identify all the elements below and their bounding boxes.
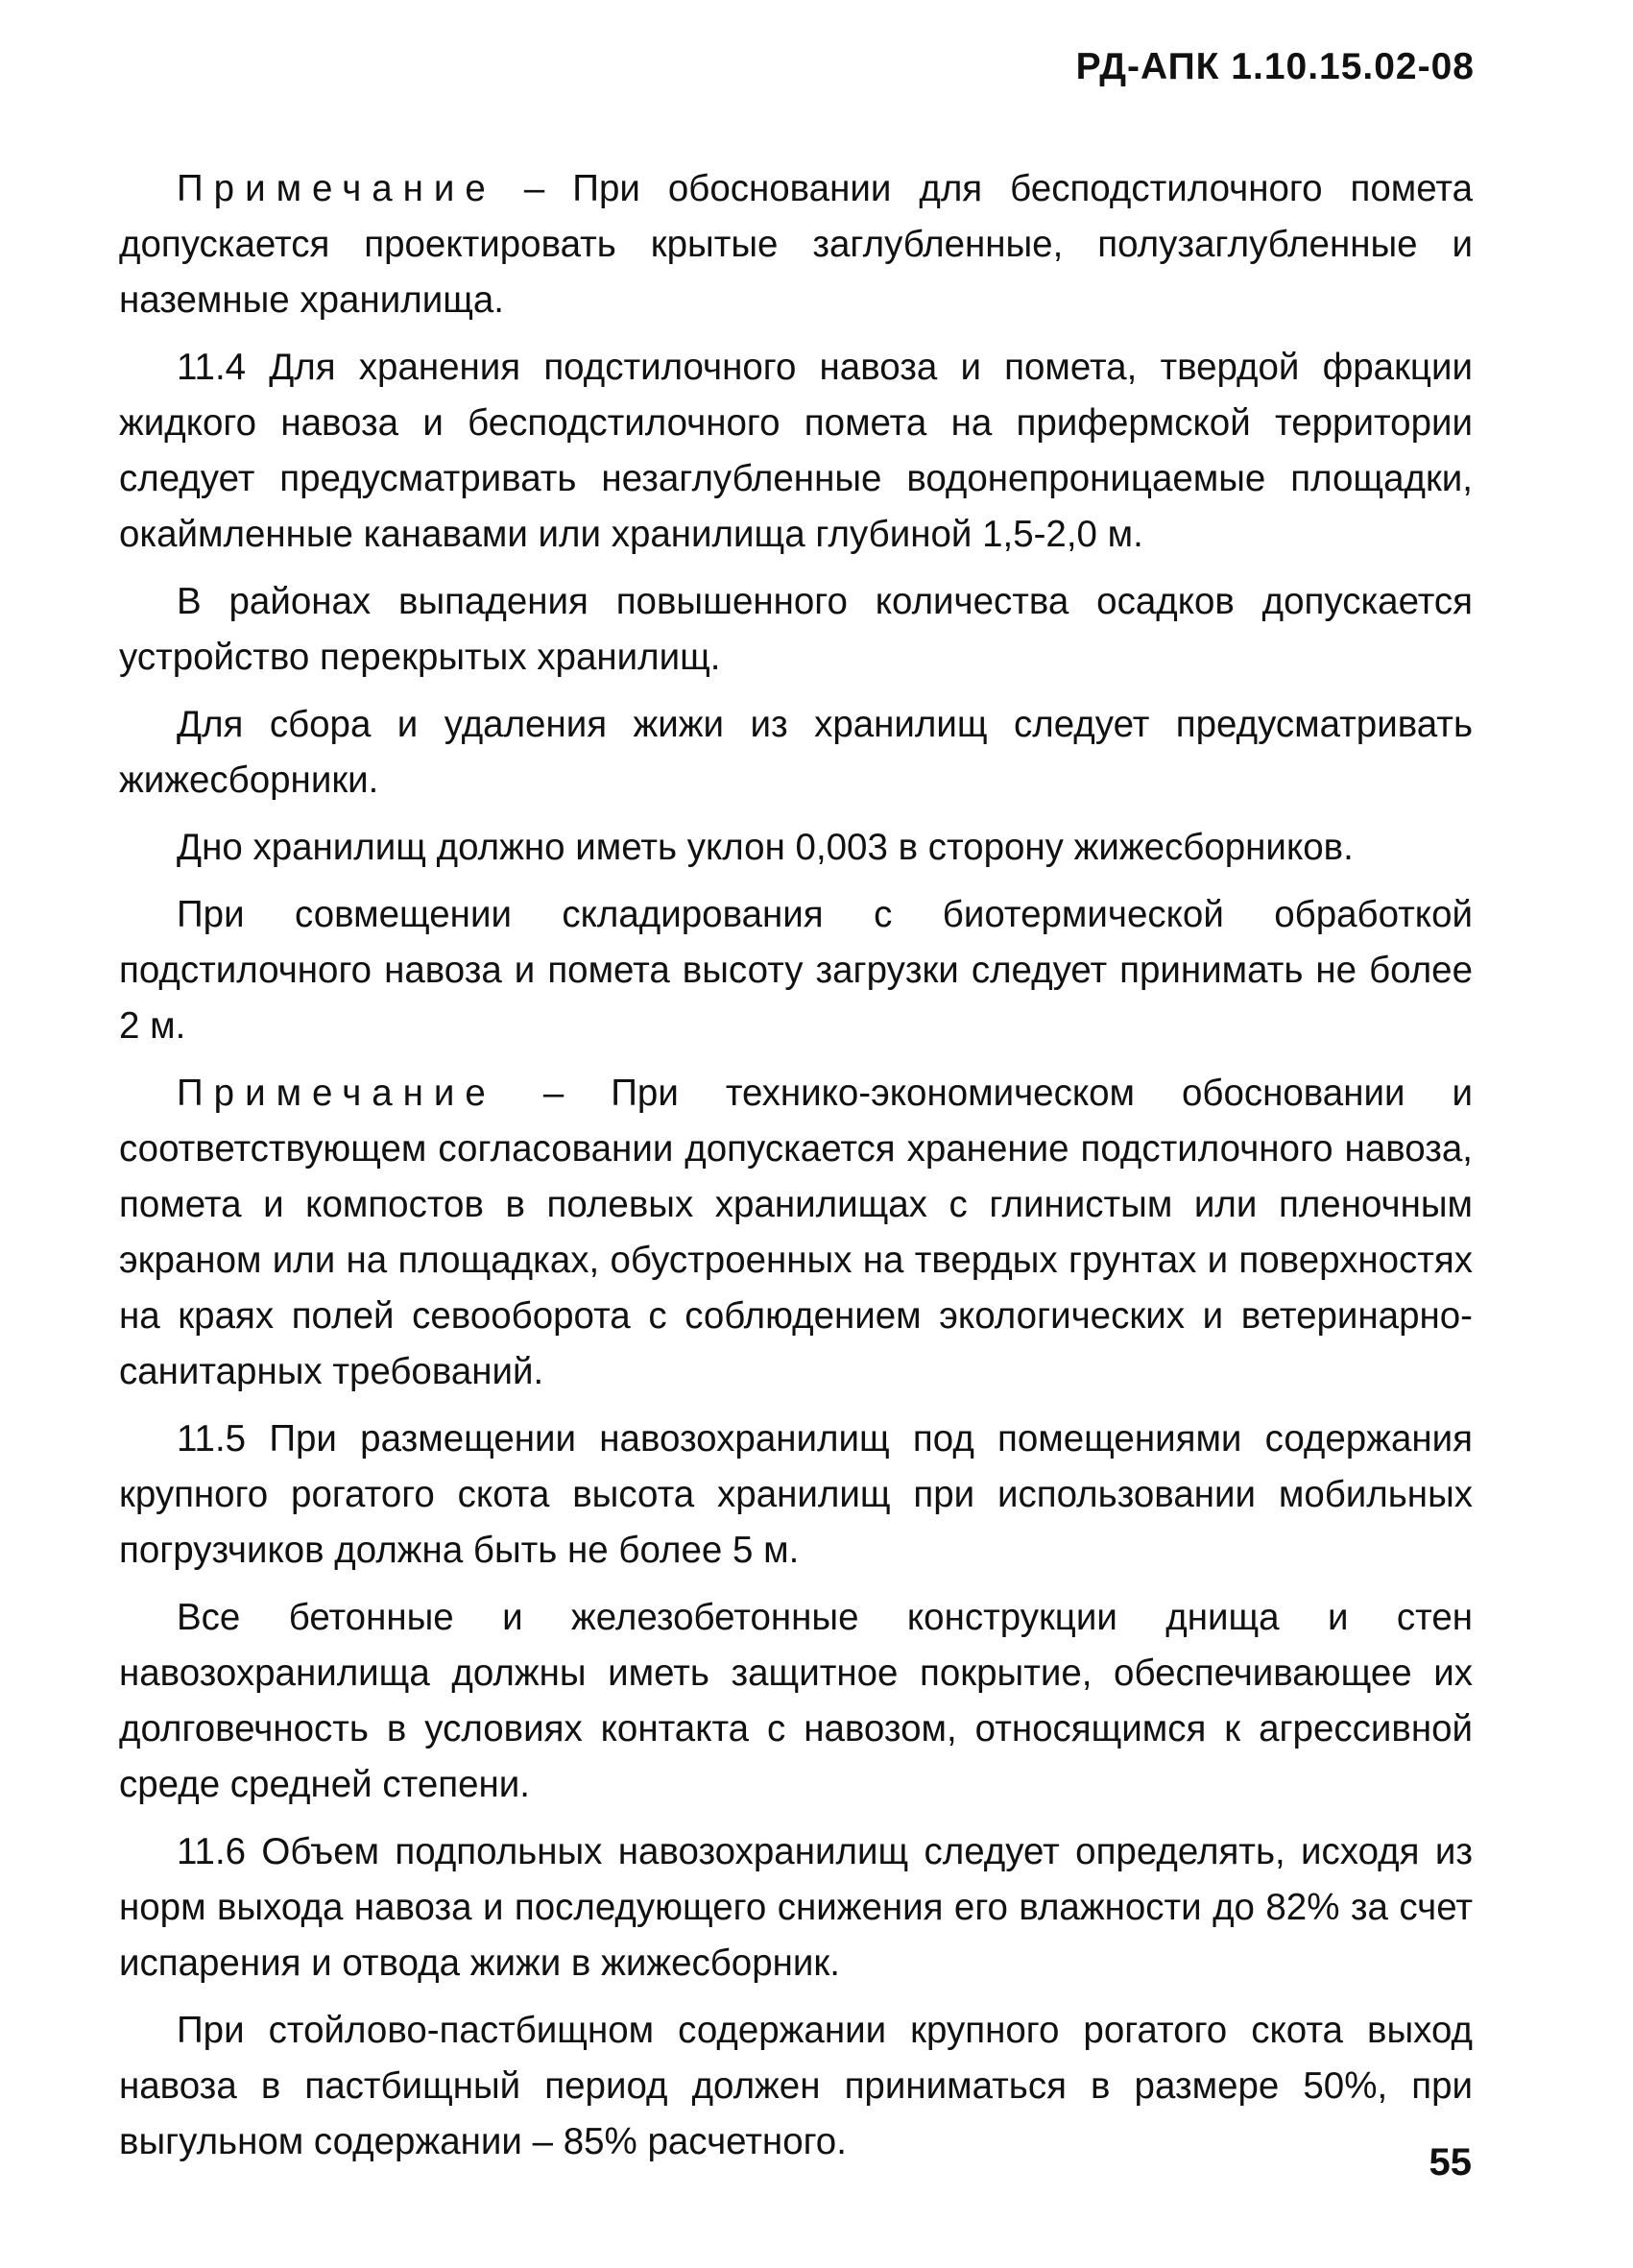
- paragraph-text: Все бетонные и железобетонные конструкции днища и стен навозохранилища должны иметь защитное покрытие, обеспечивающее их долговечность в условиях контакта с навозом, относящимся к агрессивной среде средней степени.: [119, 1597, 1473, 1805]
- paragraph: [119, 887, 1473, 1054]
- note-paragraph: [119, 161, 1473, 328]
- document-code: РД-АПК 1.10.15.02-08: [1075, 46, 1475, 87]
- paragraph-text: При стойлово-пастбищном содержании крупного рогатого скота выход навоза в пастбищный период должен приниматься в размере 50%, при выгульном содержании – 85% расчетного.: [119, 2010, 1473, 2162]
- paragraph-text: – При обосновании для бесподстилочного помета допускается проектировать крытые заглубленные, полузаглубленные и наземные хранилища.: [119, 168, 1473, 321]
- paragraph: [119, 697, 1473, 808]
- paragraph-text: 11.6 Объем подпольных навозохранилищ следует определять, исходя из норм выхода навоза и последующего снижения его влажности до 82% за счет испарения и отвода жижи в жижесборник.: [119, 1831, 1473, 1984]
- paragraph-text: При совмещении складирования с биотермической обработкой подстилочного навоза и помета высоту загрузки следует принимать не более 2 м.: [119, 894, 1473, 1047]
- paragraph: [119, 574, 1473, 686]
- note-label: Примечание: [177, 1073, 496, 1114]
- paragraph: [119, 1590, 1473, 1813]
- note-label: Примечание: [177, 168, 496, 209]
- page-number: 55: [1429, 2141, 1472, 2184]
- paragraph-text: Для сбора и удаления жижи из хранилищ следует предусматривать жижесборники.: [119, 704, 1473, 801]
- body-text: [119, 161, 1473, 2182]
- paragraph: [119, 820, 1473, 876]
- paragraph-text: В районах выпадения повышенного количества осадков допускается устройство перекрытых хранилищ.: [119, 581, 1473, 678]
- paragraph: [119, 2003, 1473, 2170]
- paragraph-text: – При технико-экономическом обосновании и соответствующем согласовании допускается хранение подстилочного навоза, помета и компостов в полевых хранилищах с глинистым или пленочным экраном или на площадках, обустроенных на твердых грунтах и поверхностях на краях полей севооборота с соблюдением экологических и ветеринарно-санитарных требований.: [119, 1073, 1473, 1392]
- clause-11-4-paragraph: [119, 340, 1473, 563]
- paragraph-text: 11.5 При размещении навозохранилищ под помещениями содержания крупного рогатого скота высота хранилищ при использовании мобильных погрузчиков должна быть не более 5 м.: [119, 1418, 1473, 1571]
- paragraph-text: 11.4 Для хранения подстилочного навоза и помета, твердой фракции жидкого навоза и бесподстилочного помета на прифермской территории следует предусматривать незаглубленные водонепроницаемые площадки, окаймленные канавами или хранилища глубиной 1,5-2,0 м.: [119, 347, 1473, 555]
- note-paragraph: [119, 1066, 1473, 1400]
- paragraph-text: Дно хранилищ должно иметь уклон 0,003 в сторону жижесборников.: [177, 827, 1354, 868]
- clause-11-5-paragraph: [119, 1411, 1473, 1579]
- clause-11-6-paragraph: [119, 1824, 1473, 1991]
